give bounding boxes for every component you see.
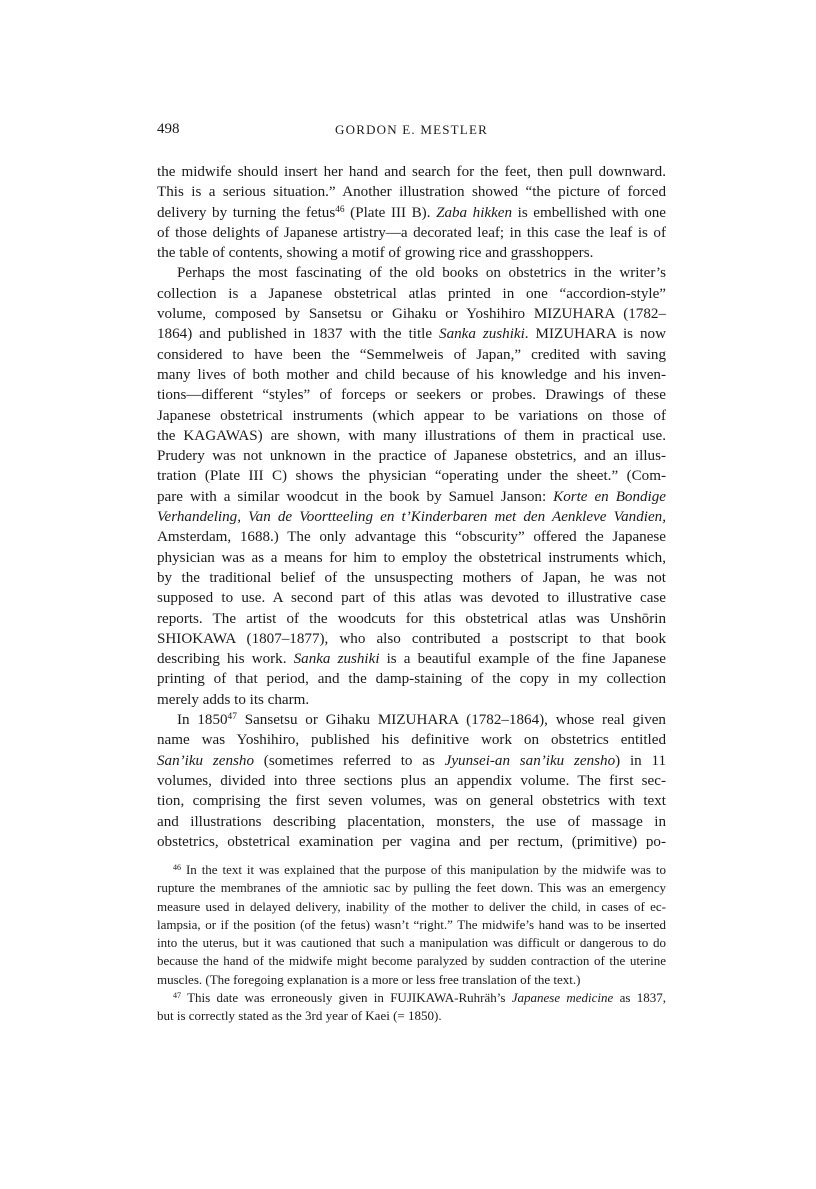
text-run: supposed to use. A second part of this atlas was devoted to illustrative case bbox=[157, 590, 666, 607]
text-run: Prudery was not unknown in the practice of Japanese obstetrics, and an illus- bbox=[157, 448, 666, 465]
text-line bbox=[157, 609, 666, 629]
footnote bbox=[157, 989, 666, 1026]
text-line bbox=[157, 588, 666, 608]
text-line bbox=[157, 243, 666, 263]
text-run: ) in 11 bbox=[615, 752, 667, 769]
footnote-reference: 46 bbox=[335, 204, 345, 215]
text-run: tions—different “styles” of forceps or seekers or probes. Drawings of these bbox=[157, 387, 666, 404]
text-line bbox=[157, 426, 666, 446]
text-run: delivery by turning the fetus bbox=[157, 204, 336, 221]
text-line bbox=[157, 345, 666, 365]
text-run: printing of that period, and the damp-staining of the copy in my collection bbox=[157, 671, 666, 688]
text-line bbox=[157, 690, 666, 710]
footnote-line bbox=[157, 861, 666, 879]
text-line bbox=[157, 223, 666, 243]
text-run: muscles. (The foregoing explanation is a more or less free translation of the text.) bbox=[157, 971, 581, 987]
italic-text: San’iku zensho bbox=[157, 752, 254, 769]
italic-text: Jyunsei-an san’iku zensho bbox=[444, 752, 616, 769]
text-run: considered to have been the “Semmelweis of Japan,” credited with saving bbox=[157, 346, 666, 363]
text-line bbox=[157, 710, 666, 730]
running-head: GORDON E. MESTLER bbox=[335, 122, 488, 137]
footnote-line bbox=[157, 971, 666, 989]
text-run: many lives of both mother and child because of his knowledge and his inven- bbox=[157, 366, 666, 383]
text-line bbox=[157, 487, 666, 507]
text-line bbox=[157, 548, 666, 568]
text-run: In the text it was explained that the purpose of this manipulation by the midwife was to bbox=[181, 862, 666, 877]
text-run: merely adds to its charm. bbox=[157, 691, 310, 708]
text-line bbox=[157, 284, 666, 304]
text-line bbox=[157, 791, 666, 811]
text-run: tion, comprising the first seven volumes, was on general obstetrics with text bbox=[157, 793, 666, 810]
text-run: volume, composed by Sansetsu or Gihaku or Yoshihiro MIZUHARA (1782– bbox=[157, 306, 666, 323]
italic-text: Zaba hikken bbox=[436, 204, 513, 221]
text-line bbox=[157, 832, 666, 852]
text-run: This is a serious situation.” Another illustration showed “the picture of forced bbox=[157, 184, 666, 201]
text-run: by the traditional belief of the unsuspecting mothers of Japan, he was not bbox=[157, 569, 666, 586]
footnote bbox=[157, 861, 666, 989]
text-line bbox=[157, 466, 666, 486]
text-line bbox=[157, 385, 666, 405]
text-run: as 1837, bbox=[613, 990, 666, 1006]
footnote-marker: 46 bbox=[173, 862, 182, 872]
italic-text: Japanese medicine bbox=[511, 990, 614, 1006]
text-run: physician was as a means for him to employ the obstetrical instruments which, bbox=[157, 549, 666, 566]
footnote-marker: 47 bbox=[173, 991, 182, 1001]
text-line bbox=[157, 507, 666, 527]
paragraph bbox=[157, 162, 666, 263]
text-run: In 1850 bbox=[177, 712, 228, 729]
text-run: is embellished with one bbox=[512, 204, 666, 221]
body-text bbox=[157, 162, 666, 852]
italic-text: Korte en Bondige bbox=[553, 488, 666, 505]
text-run: the midwife should insert her hand and search for the feet, then pull downward. bbox=[157, 164, 666, 180]
text-line bbox=[157, 568, 666, 588]
text-run: Sansetsu or Gihaku MIZUHARA (1782–1864), whose real given bbox=[236, 712, 666, 729]
text-run: reports. The artist of the woodcuts for this obstetrical atlas was Unshōrin bbox=[157, 610, 666, 627]
text-line bbox=[157, 162, 666, 182]
text-run: collection is a Japanese obstetrical atlas printed in one “accordion-style” bbox=[157, 285, 666, 302]
footnote-line bbox=[157, 989, 666, 1007]
text-run: obstetrics, obstetrical examination per vagina and per rectum, (primitive) po- bbox=[157, 833, 666, 850]
text-run: describing his work. bbox=[157, 651, 294, 668]
text-line bbox=[157, 751, 666, 771]
text-run: Amsterdam, 1688.) The only advantage this “obscurity” offered the Japanese bbox=[157, 529, 666, 546]
text-run: (sometimes referred to as bbox=[254, 752, 445, 769]
text-run: measure used in delayed delivery, inability of the mother to deliver the child, in cases of ec- bbox=[157, 898, 666, 914]
text-line bbox=[157, 203, 666, 223]
text-line bbox=[157, 324, 666, 344]
text-run: name was Yoshihiro, published his definitive work on obstetrics entitled bbox=[157, 732, 666, 749]
footnote-line bbox=[157, 898, 666, 916]
text-run: the table of contents, showing a motif of growing rice and grasshoppers. bbox=[157, 245, 594, 262]
footnote-line bbox=[157, 934, 666, 952]
text-line bbox=[157, 669, 666, 689]
text-line bbox=[157, 812, 666, 832]
text-line bbox=[157, 365, 666, 385]
text-run: into the uterus, but it was cautioned that such a manipulation was difficult or dangerous to do bbox=[157, 935, 666, 951]
text-run: Perhaps the most fascinating of the old books on obstetrics in the writer’s bbox=[177, 265, 666, 282]
text-run: rupture the membranes of the amniotic sac by pulling the feet down. This was an emergency bbox=[157, 880, 666, 896]
text-line bbox=[157, 629, 666, 649]
text-run: (Plate III B). bbox=[344, 204, 437, 221]
text-line bbox=[157, 730, 666, 750]
text-line bbox=[157, 771, 666, 791]
text-line bbox=[157, 263, 666, 283]
page-number: 498 bbox=[157, 121, 180, 137]
text-run: Japanese obstetrical instruments (which appear to be variations on those of bbox=[157, 407, 666, 424]
footnote-line bbox=[157, 1007, 666, 1025]
footnotes bbox=[157, 861, 666, 1026]
footnote-line bbox=[157, 952, 666, 970]
page-header bbox=[157, 119, 666, 139]
italic-text: Sanka zushiki bbox=[439, 326, 525, 343]
text-run: 1864) and published in 1837 with the title bbox=[157, 326, 440, 343]
text-run: SHIOKAWA (1807–1877), who also contributed a postscript to that book bbox=[157, 630, 666, 647]
text-run: lampsia, or if the position (of the fetus) wasn’t “right.” The midwife’s hand was to be inserted bbox=[157, 916, 666, 932]
italic-text: Sanka zushiki bbox=[293, 651, 380, 668]
italic-text: Verhandeling, Van de Voortteeling en t’Kinderbaren met den Aenkleve Vandien, bbox=[157, 509, 666, 526]
text-line bbox=[157, 406, 666, 426]
text-run: tration (Plate III C) shows the physician “operating under the sheet.” (Com- bbox=[157, 468, 666, 485]
text-run: is a beautiful example of the fine Japanese bbox=[379, 651, 666, 668]
paragraph bbox=[157, 710, 666, 852]
text-run: and illustrations describing placentation, monsters, the use of massage in bbox=[157, 813, 666, 830]
text-line bbox=[157, 527, 666, 547]
footnote-reference: 47 bbox=[227, 712, 237, 723]
paragraph bbox=[157, 263, 666, 710]
text-run: of those delights of Japanese artistry—a decorated leaf; in this case the leaf is of bbox=[157, 224, 666, 241]
text-line bbox=[157, 304, 666, 324]
text-run: but is correctly stated as the 3rd year of Kaei (= 1850). bbox=[157, 1008, 442, 1024]
text-line bbox=[157, 649, 666, 669]
footnote-line bbox=[157, 879, 666, 897]
text-run: pare with a similar woodcut in the book by Samuel Janson: bbox=[157, 488, 554, 505]
text-line bbox=[157, 446, 666, 466]
text-run: the KAGAWAS) are shown, with many illustrations of them in practical use. bbox=[157, 427, 666, 444]
text-run: . MIZUHARA is now bbox=[524, 326, 666, 343]
text-run: volumes, divided into three sections plus an appendix volume. The first sec- bbox=[157, 772, 666, 789]
text-run: This date was erroneously given in FUJIKAWA-Ruhräh’s bbox=[181, 990, 512, 1006]
footnote-line bbox=[157, 916, 666, 934]
text-run: because the hand of the midwife might become paralyzed by sudden contraction of the uterine bbox=[157, 953, 666, 969]
text-line bbox=[157, 182, 666, 202]
